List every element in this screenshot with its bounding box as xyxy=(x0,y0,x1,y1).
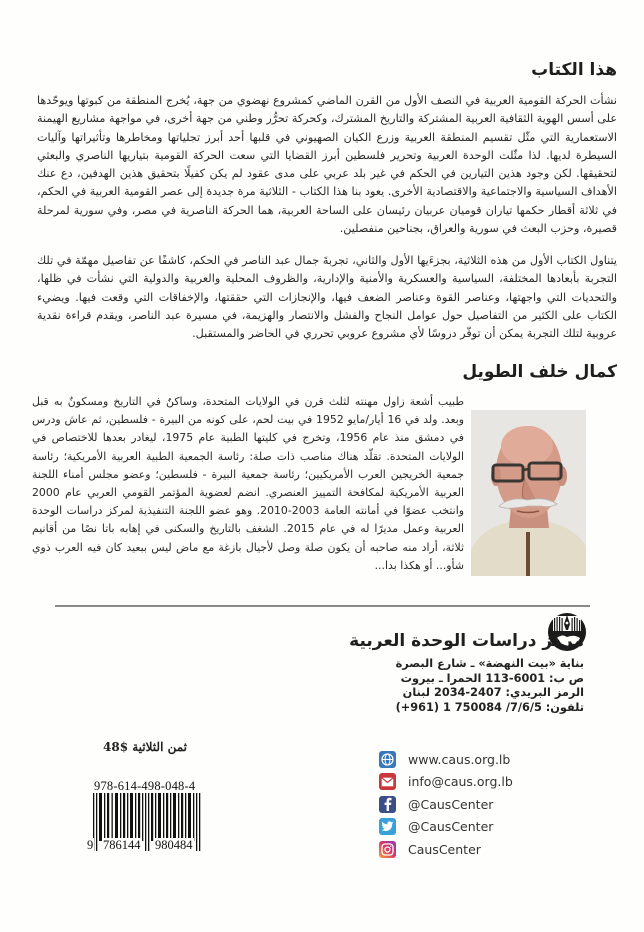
section-divider xyxy=(55,605,590,607)
envelope-icon xyxy=(379,773,396,790)
contact-instagram[interactable] xyxy=(379,838,513,861)
facebook-handle[interactable]: @CausCenter xyxy=(408,796,494,812)
author-photo xyxy=(471,410,586,576)
about-paragraph-2: يتناول الكتاب الأول من هذه الثلاثية، بجزءَيها الأول والثاني، تجربةَ جمال عبد الناصر في الحكم، كاشفًا عن تفاصيل مهمّة في تلك التجربة بأبعادها المختلفة، السياسية والعسكرية والأمنية والإدارية، والظروف المحلية والعربية والدولية التي نشأت في ظلها، والتحديات التي واجهتها، وعناصر القوة وعناصر الضعف فيها، والإنجازات التي حققتها، والإخفاقات التي وقعت فيها. ويضيء الكتاب على الكثير من التفاصيل حول عوامل النجاح والفشل والانتصار والهزيمة، في مسيرة عبد الناصر، ويقدم قراءة نقدية عروبية لتلك التجربة يمكن أن توفّر دروسًا لأي مشروع عروبي تحرري في الحاضر والمستقبل. xyxy=(37,254,617,341)
isbn-number: 978-614-498-048-4 xyxy=(94,779,196,793)
website-link[interactable]: www.caus.org.lb xyxy=(408,751,511,767)
address-line-phone: تلفون: 7/6/5/ 750084 1 (961+) xyxy=(395,700,584,714)
barcode-digits-left: 786144 xyxy=(103,838,141,852)
about-paragraph-1: نشأت الحركة القومية العربية في النصف الأول من القرن الماضي كمشروع نهضوي من جهة، يُخرج المنطقة من كبوتها ويوحّدها على أسس الهوية الثقافية العربية المشتركة والتاريخ المشترك، وكحركة تحرُّر وطني من جهة أخرى، في مواجهة مشاريع الهيمنة الاستعمارية التي مثّل تقسيم المنطقة العربية وزرع الكيان الصهيوني في قلبها أحد أبرز تجلياتها ومخاطرها وتأثيراتها وآليات السيطرة لديها. لذا مثّلت الوحدة العربية وتحرير فلسطين أبرز القضايا التي سعت الحركة القومية بتياريها الناصري والبعثي لتحقيقها. لكن وجود هذين التيارين في الحكم في غير بلد عربي على مدى عقود لم يكن كفيلًا بتحقيق هذين الهدفين، دع عنك الأهداف السياسية والاجتماعية والاقتصادية الأخرى. يعود بنا هذا الكتاب - الثلاثية مرة جديدة إلى عصر القومية العربية في الحكم، في ثلاثة أقطار حكمها تياران قوميان عربيان رئيسان على الساحة العربية، هما الحركة الناصرية في مصر، وفي سورية لمرحلة قصيرة، وحزب البعث في سورية والعراق، بجناحين منفصلين. xyxy=(37,94,617,236)
instagram-handle[interactable]: CausCenter xyxy=(408,841,481,857)
contact-email[interactable] xyxy=(379,771,513,794)
author-name-heading: كمال خلف الطويل xyxy=(462,362,617,382)
publisher-name: مركز دراسات الوحدة العربية xyxy=(349,631,584,651)
publisher-contacts xyxy=(379,748,513,861)
globe-icon xyxy=(379,751,396,768)
contact-twitter[interactable] xyxy=(379,816,513,839)
email-link[interactable]: info@caus.org.lb xyxy=(408,774,513,790)
trilogy-price: ثمن الثلاثية $48 xyxy=(103,740,187,754)
instagram-icon xyxy=(379,841,396,858)
address-line-pobox: ص ب: 6001-113 الحمرا ـ بيروت xyxy=(400,671,584,685)
address-line-postal-code: الرمز البريدي: 2407-2034 لبنان xyxy=(402,686,584,699)
contact-website[interactable] xyxy=(379,748,513,771)
barcode-digit-lead: 9 xyxy=(87,838,94,852)
about-book-heading: هذا الكتاب xyxy=(531,60,617,80)
author-portrait-icon xyxy=(471,410,586,576)
contact-facebook[interactable] xyxy=(379,793,513,816)
publisher-address xyxy=(396,657,584,715)
twitter-handle[interactable]: @CausCenter xyxy=(408,819,494,835)
facebook-icon xyxy=(379,796,396,813)
twitter-icon xyxy=(379,818,396,835)
address-line-building: بناية «بيت النهضة» ـ شارع البصرة xyxy=(395,657,584,670)
barcode-digits-right: 980484 xyxy=(155,838,193,852)
author-bio: طبيب أشعة زاول مهنته لثلث قرن في الولايات المتحدة، وساكنٌ في التاريخ ومسكونٌ به قبل وبعد. ولد في 16 أيار/مايو 1952 في بيت لحم، على كونه من البيرة - فلسطين، ثم عاش ودرس في دمشق منذ عام 1956، وتخرج في كليتها الطبية عام 1975، ليغادر بعدها للاختصاص في الولايات المتحدة. تقلّد هناك مناصب ذات صلة: رئاسة الجمعية الطبية العربية الأمريكية؛ رئاسة جمعية الخريجين العرب الأمريكيين؛ رئاسة جمعية البيرة - فلسطين؛ وعضو مجلس أمناء اللجنة العربية الأمريكية لمكافحة التمييز العنصري. انضم لعضوية المؤتمر القومي العربي عام 2000 وانتخب عضوًا في أمانته العامة 2003-2010. وهو عضو اللجنة التنفيذية لمركز دراسات الوحدة العربية وعمل مديرًا له في عام 2015. الشغف بالتاريخ والسكنى في إهابه باتا نصًا من أقانيم ثلاثة، أراد منه صاحبه أن يكون صلة وصل لأجيال بازغة مع ماض ليس ببعيد كان فيه العرب ذوي شأو... أو هكذا بدا... xyxy=(32,395,465,572)
